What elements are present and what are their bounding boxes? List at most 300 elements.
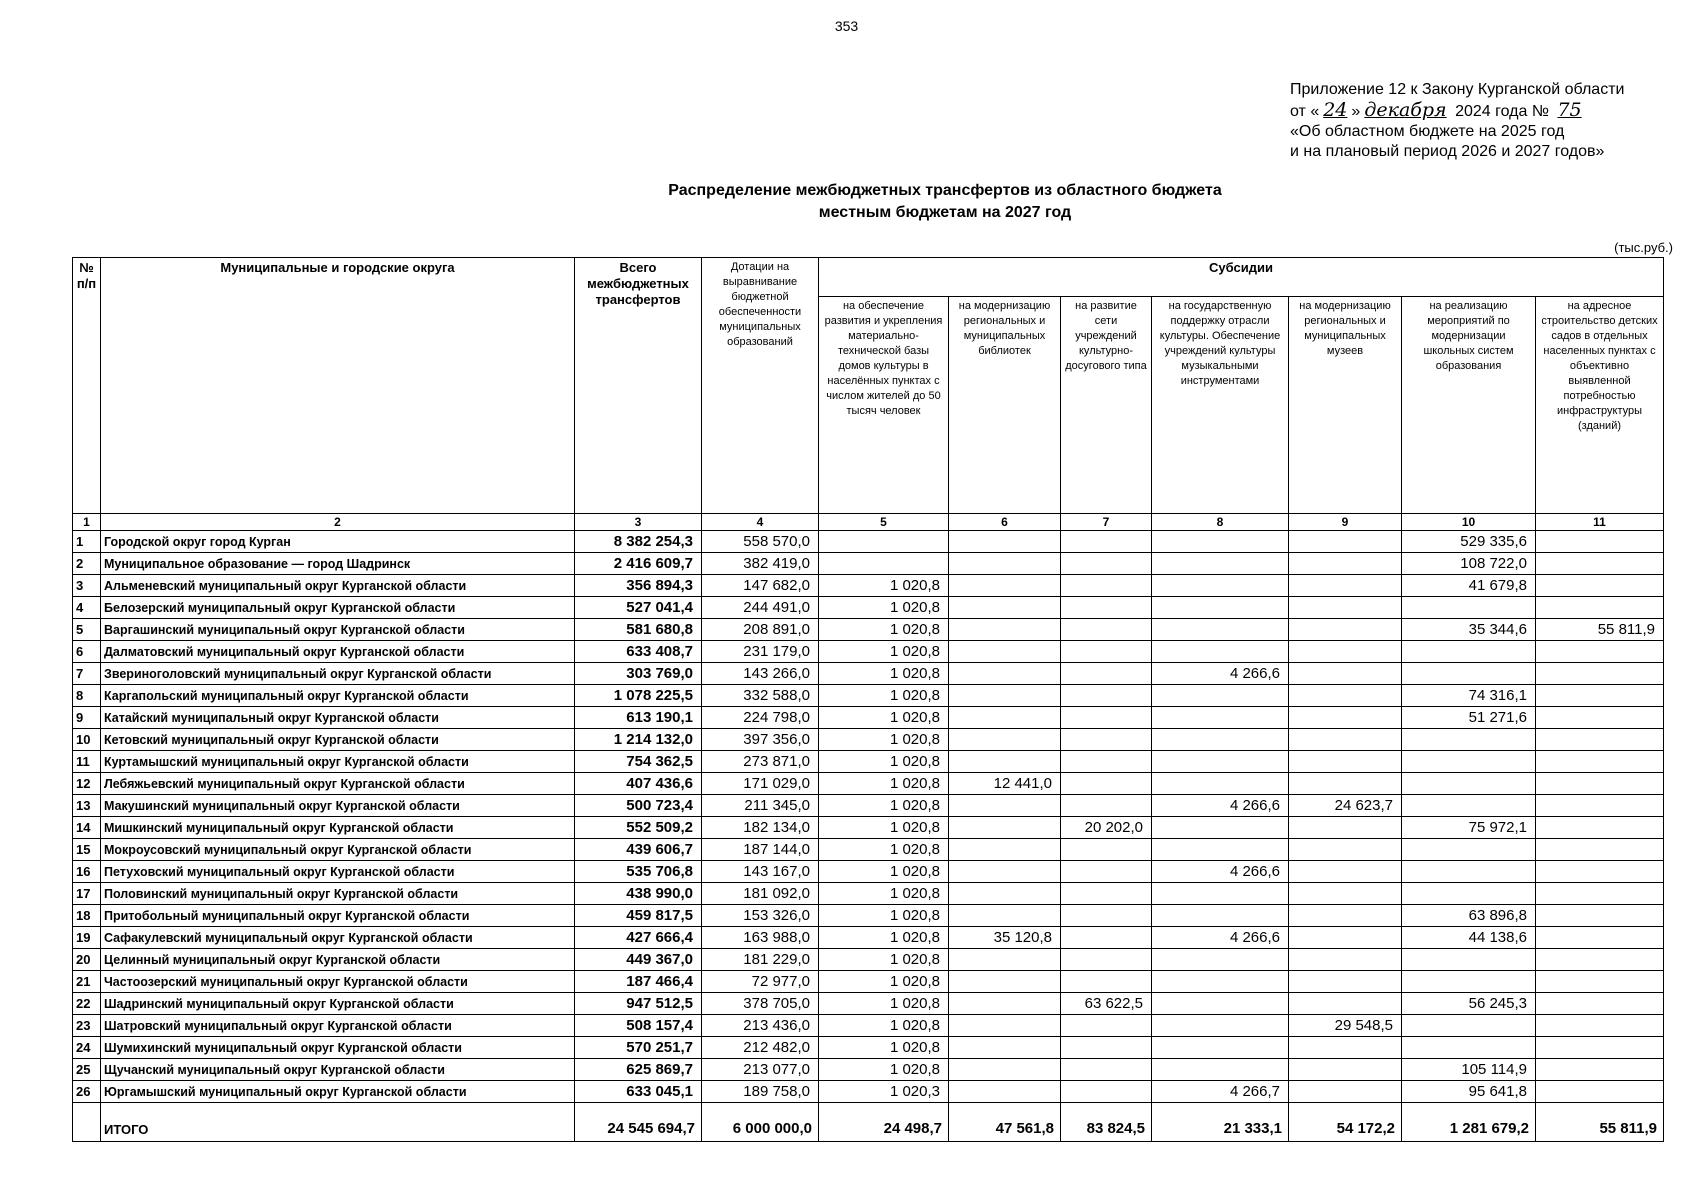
header-municipality: Муниципальные и городские округа — [101, 258, 575, 514]
table-row — [73, 773, 1664, 795]
table-row — [73, 1037, 1664, 1059]
row-number: 13 — [73, 795, 101, 817]
subsidy-libraries — [949, 1015, 1061, 1037]
municipality-name: Шумихинский муниципальный округ Курганской области — [101, 1037, 575, 1059]
column-number-row — [73, 514, 1664, 531]
municipality-name: Белозерский муниципальный округ Курганской области — [101, 597, 575, 619]
subsidy-culture-houses: 1 020,8 — [819, 927, 949, 949]
total-transfers: 754 362,5 — [575, 751, 702, 773]
total-row-total: 24 545 694,7 — [575, 1103, 702, 1142]
subsidy-instruments — [1152, 817, 1289, 839]
total-transfers: 527 041,4 — [575, 597, 702, 619]
municipality-name: Петуховский муниципальный округ Курганской области — [101, 861, 575, 883]
table-row — [73, 641, 1664, 663]
row-number: 14 — [73, 817, 101, 839]
total-transfers: 535 706,8 — [575, 861, 702, 883]
appendix-line4: и на плановый период 2026 и 2027 годов» — [1290, 143, 1605, 160]
total-transfers: 570 251,7 — [575, 1037, 702, 1059]
subsidy-schools — [1402, 597, 1536, 619]
subsidy-leisure — [1061, 795, 1152, 817]
subsidy-kindergartens — [1536, 839, 1664, 861]
table-row — [73, 949, 1664, 971]
subsidy-leisure — [1061, 597, 1152, 619]
municipality-name: Каргапольский муниципальный округ Курганской области — [101, 685, 575, 707]
column-number: 6 — [949, 514, 1061, 531]
total-row-c6: 47 561,8 — [949, 1103, 1061, 1142]
subsidy-museums — [1289, 905, 1402, 927]
subsidy-kindergartens — [1536, 597, 1664, 619]
subsidy-libraries: 35 120,8 — [949, 927, 1061, 949]
total-transfers: 2 416 609,7 — [575, 553, 702, 575]
subsidy-kindergartens — [1536, 773, 1664, 795]
subsidy-museums — [1289, 861, 1402, 883]
subsidy-leisure — [1061, 927, 1152, 949]
municipality-name: Сафакулевский муниципальный округ Курганской области — [101, 927, 575, 949]
subsidy-libraries — [949, 1081, 1061, 1103]
subsidy-instruments — [1152, 993, 1289, 1015]
subsidy-leisure — [1061, 575, 1152, 597]
row-number: 22 — [73, 993, 101, 1015]
subsidy-culture-houses: 1 020,8 — [819, 1037, 949, 1059]
subsidy-libraries: 12 441,0 — [949, 773, 1061, 795]
subsidy-libraries — [949, 861, 1061, 883]
subsidy-kindergartens — [1536, 883, 1664, 905]
table-row — [73, 531, 1664, 553]
dotation-value: 171 029,0 — [702, 773, 819, 795]
row-number: 3 — [73, 575, 101, 597]
subsidy-museums — [1289, 575, 1402, 597]
subsidy-libraries — [949, 575, 1061, 597]
subsidy-schools — [1402, 795, 1536, 817]
dotation-value: 397 356,0 — [702, 729, 819, 751]
subsidy-libraries — [949, 795, 1061, 817]
subsidy-libraries — [949, 883, 1061, 905]
subsidy-libraries — [949, 531, 1061, 553]
row-number: 7 — [73, 663, 101, 685]
subsidy-culture-houses: 1 020,8 — [819, 751, 949, 773]
subsidy-museums — [1289, 1059, 1402, 1081]
subsidy-instruments — [1152, 729, 1289, 751]
subsidy-culture-houses: 1 020,8 — [819, 817, 949, 839]
subsidy-schools — [1402, 839, 1536, 861]
subsidy-leisure — [1061, 773, 1152, 795]
appendix-date-prefix: от « — [1290, 103, 1320, 120]
subsidy-instruments: 4 266,6 — [1152, 927, 1289, 949]
total-transfers: 1 214 132,0 — [575, 729, 702, 751]
subsidy-libraries — [949, 839, 1061, 861]
subsidy-schools — [1402, 751, 1536, 773]
total-transfers: 427 666,4 — [575, 927, 702, 949]
table-row — [73, 707, 1664, 729]
subsidy-culture-houses — [819, 553, 949, 575]
subsidy-leisure — [1061, 685, 1152, 707]
subsidy-kindergartens — [1536, 993, 1664, 1015]
row-number: 21 — [73, 971, 101, 993]
subsidy-kindergartens — [1536, 795, 1664, 817]
municipality-name: Городской округ город Курган — [101, 531, 575, 553]
header-number: № п/п — [73, 258, 101, 514]
row-number: 6 — [73, 641, 101, 663]
subsidy-museums — [1289, 751, 1402, 773]
dotation-value: 231 179,0 — [702, 641, 819, 663]
subsidy-instruments — [1152, 839, 1289, 861]
dotation-value: 213 436,0 — [702, 1015, 819, 1037]
subsidy-leisure — [1061, 641, 1152, 663]
subsidy-libraries — [949, 1059, 1061, 1081]
dotation-value: 143 167,0 — [702, 861, 819, 883]
subsidy-museums — [1289, 817, 1402, 839]
subsidy-kindergartens — [1536, 905, 1664, 927]
total-transfers: 508 157,4 — [575, 1015, 702, 1037]
municipality-name: Альменевский муниципальный округ Курганской области — [101, 575, 575, 597]
subsidy-kindergartens — [1536, 949, 1664, 971]
subsidy-leisure — [1061, 553, 1152, 575]
handwritten-number: 75 — [1557, 99, 1582, 121]
subsidy-museums — [1289, 619, 1402, 641]
subsidy-libraries — [949, 619, 1061, 641]
subsidy-leisure — [1061, 883, 1152, 905]
total-transfers: 613 190,1 — [575, 707, 702, 729]
dotation-value: 143 266,0 — [702, 663, 819, 685]
subsidy-instruments — [1152, 751, 1289, 773]
appendix-year: 2024 года № — [1455, 103, 1549, 120]
municipality-name: Юргамышский муниципальный округ Курганской области — [101, 1081, 575, 1103]
column-number: 2 — [101, 514, 575, 531]
subsidy-schools: 108 722,0 — [1402, 553, 1536, 575]
header-sub-kindergartens: на адресное строительство детских садов в отдельных населенных пунктах с объективно выявленной потребностью инфраструктуры (зданий) — [1536, 297, 1664, 514]
subsidy-museums — [1289, 839, 1402, 861]
subsidy-museums — [1289, 707, 1402, 729]
subsidy-schools: 41 679,8 — [1402, 575, 1536, 597]
subsidy-kindergartens — [1536, 971, 1664, 993]
subsidy-instruments — [1152, 575, 1289, 597]
subsidy-instruments — [1152, 949, 1289, 971]
appendix-line2 — [1290, 100, 1685, 122]
subsidy-instruments — [1152, 1037, 1289, 1059]
dotation-value: 181 092,0 — [702, 883, 819, 905]
row-number: 9 — [73, 707, 101, 729]
total-row-number — [73, 1103, 101, 1142]
municipality-name: Шатровский муниципальный округ Курганской области — [101, 1015, 575, 1037]
dotation-value: 189 758,0 — [702, 1081, 819, 1103]
row-number: 2 — [73, 553, 101, 575]
header-sub-leisure: на развитие сети учреждений культурно-досугового типа — [1061, 297, 1152, 514]
dotation-value: 378 705,0 — [702, 993, 819, 1015]
total-transfers: 449 367,0 — [575, 949, 702, 971]
dotation-value: 213 077,0 — [702, 1059, 819, 1081]
subsidy-kindergartens — [1536, 861, 1664, 883]
row-number: 11 — [73, 751, 101, 773]
dotation-value: 244 491,0 — [702, 597, 819, 619]
document-title — [560, 180, 1330, 224]
table-row — [73, 993, 1664, 1015]
subsidy-culture-houses: 1 020,8 — [819, 839, 949, 861]
subsidy-leisure: 20 202,0 — [1061, 817, 1152, 839]
subsidy-culture-houses: 1 020,8 — [819, 641, 949, 663]
dotation-value: 558 570,0 — [702, 531, 819, 553]
dotation-value: 147 682,0 — [702, 575, 819, 597]
table-row — [73, 861, 1664, 883]
total-transfers: 303 769,0 — [575, 663, 702, 685]
subsidy-culture-houses: 1 020,8 — [819, 619, 949, 641]
dotation-value: 208 891,0 — [702, 619, 819, 641]
subsidy-culture-houses: 1 020,8 — [819, 1015, 949, 1037]
subsidy-libraries — [949, 1037, 1061, 1059]
municipality-name: Целинный муниципальный округ Курганской области — [101, 949, 575, 971]
total-transfers: 1 078 225,5 — [575, 685, 702, 707]
total-row-c10: 1 281 679,2 — [1402, 1103, 1536, 1142]
subsidy-culture-houses: 1 020,8 — [819, 685, 949, 707]
subsidy-leisure — [1061, 531, 1152, 553]
subsidy-museums — [1289, 641, 1402, 663]
row-number: 1 — [73, 531, 101, 553]
subsidy-culture-houses: 1 020,3 — [819, 1081, 949, 1103]
subsidy-museums — [1289, 729, 1402, 751]
subsidy-leisure: 63 622,5 — [1061, 993, 1152, 1015]
subsidy-libraries — [949, 553, 1061, 575]
municipality-name: Шадринский муниципальный округ Курганской области — [101, 993, 575, 1015]
total-transfers: 947 512,5 — [575, 993, 702, 1015]
total-row-c5: 24 498,7 — [819, 1103, 949, 1142]
subsidy-kindergartens — [1536, 729, 1664, 751]
total-transfers: 633 408,7 — [575, 641, 702, 663]
subsidy-libraries — [949, 663, 1061, 685]
subsidy-leisure — [1061, 1015, 1152, 1037]
table-row — [73, 597, 1664, 619]
subsidy-schools: 63 896,8 — [1402, 905, 1536, 927]
total-transfers: 8 382 254,3 — [575, 531, 702, 553]
row-number: 4 — [73, 597, 101, 619]
subsidy-leisure — [1061, 971, 1152, 993]
subsidy-leisure — [1061, 861, 1152, 883]
total-transfers: 552 509,2 — [575, 817, 702, 839]
total-transfers: 438 990,0 — [575, 883, 702, 905]
subsidy-schools — [1402, 773, 1536, 795]
subsidy-museums — [1289, 927, 1402, 949]
row-number: 8 — [73, 685, 101, 707]
total-row — [73, 1103, 1664, 1142]
subsidy-libraries — [949, 905, 1061, 927]
municipality-name: Звериноголовский муниципальный округ Курганской области — [101, 663, 575, 685]
subsidy-kindergartens — [1536, 575, 1664, 597]
subsidy-culture-houses: 1 020,8 — [819, 729, 949, 751]
subsidy-museums — [1289, 685, 1402, 707]
header-sub-instruments: на государственную поддержку отрасли культуры. Обеспечение учреждений культуры музыкальными инструментами — [1152, 297, 1289, 514]
column-number: 3 — [575, 514, 702, 531]
subsidy-libraries — [949, 685, 1061, 707]
subsidy-museums — [1289, 883, 1402, 905]
subsidy-kindergartens — [1536, 817, 1664, 839]
dotation-value: 182 134,0 — [702, 817, 819, 839]
subsidy-schools — [1402, 971, 1536, 993]
subsidy-schools: 51 271,6 — [1402, 707, 1536, 729]
subsidy-culture-houses: 1 020,8 — [819, 597, 949, 619]
row-number: 12 — [73, 773, 101, 795]
subsidy-schools — [1402, 729, 1536, 751]
municipality-name: Варгашинский муниципальный округ Курганской области — [101, 619, 575, 641]
municipality-name: Катайский муниципальный округ Курганской области — [101, 707, 575, 729]
table-row — [73, 971, 1664, 993]
dotation-value: 212 482,0 — [702, 1037, 819, 1059]
column-number: 11 — [1536, 514, 1664, 531]
total-row-c11: 55 811,9 — [1536, 1103, 1664, 1142]
total-row-label: ИТОГО — [101, 1103, 575, 1142]
title-line2: местным бюджетам на 2027 год — [818, 204, 1072, 221]
subsidy-leisure — [1061, 707, 1152, 729]
subsidy-libraries — [949, 993, 1061, 1015]
table-row — [73, 1059, 1664, 1081]
subsidy-schools: 44 138,6 — [1402, 927, 1536, 949]
row-number: 24 — [73, 1037, 101, 1059]
municipality-name: Кетовский муниципальный округ Курганской области — [101, 729, 575, 751]
subsidy-instruments: 4 266,6 — [1152, 861, 1289, 883]
subsidy-leisure — [1061, 949, 1152, 971]
dotation-value: 332 588,0 — [702, 685, 819, 707]
subsidy-instruments — [1152, 619, 1289, 641]
subsidy-kindergartens — [1536, 531, 1664, 553]
subsidy-schools — [1402, 949, 1536, 971]
total-row-dotation: 6 000 000,0 — [702, 1103, 819, 1142]
subsidy-museums — [1289, 971, 1402, 993]
row-number: 16 — [73, 861, 101, 883]
row-number: 15 — [73, 839, 101, 861]
subsidy-leisure — [1061, 1081, 1152, 1103]
total-transfers: 439 606,7 — [575, 839, 702, 861]
subsidy-kindergartens — [1536, 685, 1664, 707]
subsidy-culture-houses: 1 020,8 — [819, 905, 949, 927]
subsidy-leisure — [1061, 751, 1152, 773]
subsidy-instruments — [1152, 553, 1289, 575]
table-row — [73, 839, 1664, 861]
row-number: 20 — [73, 949, 101, 971]
subsidy-schools — [1402, 641, 1536, 663]
total-row-c8: 21 333,1 — [1152, 1103, 1289, 1142]
total-transfers: 187 466,4 — [575, 971, 702, 993]
column-number: 7 — [1061, 514, 1152, 531]
row-number: 18 — [73, 905, 101, 927]
total-transfers: 356 894,3 — [575, 575, 702, 597]
table-row — [73, 619, 1664, 641]
column-number: 9 — [1289, 514, 1402, 531]
subsidy-culture-houses — [819, 531, 949, 553]
subsidy-libraries — [949, 707, 1061, 729]
subsidy-leisure — [1061, 1059, 1152, 1081]
subsidy-kindergartens — [1536, 1015, 1664, 1037]
subsidy-libraries — [949, 729, 1061, 751]
total-transfers: 633 045,1 — [575, 1081, 702, 1103]
subsidy-instruments — [1152, 707, 1289, 729]
subsidy-museums: 24 623,7 — [1289, 795, 1402, 817]
subsidy-schools: 75 972,1 — [1402, 817, 1536, 839]
subsidy-kindergartens: 55 811,9 — [1536, 619, 1664, 641]
subsidy-instruments — [1152, 905, 1289, 927]
column-number: 10 — [1402, 514, 1536, 531]
appendix-date-mid: » — [1351, 103, 1361, 120]
municipality-name: Мокроусовский муниципальный округ Курганской области — [101, 839, 575, 861]
subsidy-instruments — [1152, 531, 1289, 553]
subsidy-instruments — [1152, 597, 1289, 619]
column-number: 5 — [819, 514, 949, 531]
row-number: 26 — [73, 1081, 101, 1103]
subsidy-instruments — [1152, 685, 1289, 707]
subsidy-instruments — [1152, 971, 1289, 993]
title-line1: Распределение межбюджетных трансфертов из областного бюджета — [668, 182, 1222, 199]
subsidy-schools: 56 245,3 — [1402, 993, 1536, 1015]
subsidy-schools: 105 114,9 — [1402, 1059, 1536, 1081]
total-transfers: 625 869,7 — [575, 1059, 702, 1081]
column-number: 4 — [702, 514, 819, 531]
subsidy-libraries — [949, 597, 1061, 619]
table-body — [73, 531, 1664, 1103]
dotation-value: 273 871,0 — [702, 751, 819, 773]
handwritten-month: декабря — [1364, 99, 1447, 121]
appendix-line1: Приложение 12 к Закону Курганской области — [1290, 81, 1625, 98]
subsidy-culture-houses: 1 020,8 — [819, 949, 949, 971]
header-sub-culture-houses: на обеспечение развития и укрепления материально-технической базы домов культуры в населённых пунктах с числом жителей до 50 тысяч человек — [819, 297, 949, 514]
subsidy-museums — [1289, 773, 1402, 795]
table-row — [73, 1015, 1664, 1037]
table-row — [73, 729, 1664, 751]
subsidy-libraries — [949, 751, 1061, 773]
dotation-value: 382 419,0 — [702, 553, 819, 575]
total-transfers: 459 817,5 — [575, 905, 702, 927]
dotation-value: 163 988,0 — [702, 927, 819, 949]
subsidy-culture-houses: 1 020,8 — [819, 1059, 949, 1081]
table-row — [73, 927, 1664, 949]
subsidy-museums — [1289, 1037, 1402, 1059]
appendix-block — [1290, 80, 1685, 162]
subsidy-schools — [1402, 1037, 1536, 1059]
table-row — [73, 553, 1664, 575]
table-row — [73, 1081, 1664, 1103]
total-row-c9: 54 172,2 — [1289, 1103, 1402, 1142]
column-number: 8 — [1152, 514, 1289, 531]
table-row — [73, 905, 1664, 927]
dotation-value: 224 798,0 — [702, 707, 819, 729]
row-number: 5 — [73, 619, 101, 641]
dotation-value: 187 144,0 — [702, 839, 819, 861]
subsidy-instruments — [1152, 773, 1289, 795]
subsidy-culture-houses: 1 020,8 — [819, 861, 949, 883]
subsidy-schools — [1402, 883, 1536, 905]
subsidy-schools — [1402, 861, 1536, 883]
subsidy-museums: 29 548,5 — [1289, 1015, 1402, 1037]
subsidy-culture-houses: 1 020,8 — [819, 971, 949, 993]
subsidy-kindergartens — [1536, 663, 1664, 685]
appendix-line3: «Об областном бюджете на 2025 год — [1290, 123, 1565, 140]
municipality-name: Лебяжьевский муниципальный округ Курганской области — [101, 773, 575, 795]
subsidy-schools — [1402, 663, 1536, 685]
unit-label: (тыс.руб.) — [1614, 240, 1673, 255]
subsidy-culture-houses: 1 020,8 — [819, 663, 949, 685]
subsidy-kindergartens — [1536, 641, 1664, 663]
page-number: 353 — [834, 18, 859, 34]
subsidy-schools: 74 316,1 — [1402, 685, 1536, 707]
subsidy-museums — [1289, 993, 1402, 1015]
subsidy-leisure — [1061, 839, 1152, 861]
municipality-name: Макушинский муниципальный округ Курганской области — [101, 795, 575, 817]
table-row — [73, 685, 1664, 707]
subsidy-instruments — [1152, 641, 1289, 663]
dotation-value: 211 345,0 — [702, 795, 819, 817]
column-number: 1 — [73, 514, 101, 531]
municipality-name: Мишкинский муниципальный округ Курганской области — [101, 817, 575, 839]
subsidy-culture-houses: 1 020,8 — [819, 795, 949, 817]
subsidy-museums — [1289, 663, 1402, 685]
total-row-c7: 83 824,5 — [1061, 1103, 1152, 1142]
header-sub-schools: на реализацию мероприятий по модернизации школьных систем образования — [1402, 297, 1536, 514]
subsidy-culture-houses: 1 020,8 — [819, 883, 949, 905]
